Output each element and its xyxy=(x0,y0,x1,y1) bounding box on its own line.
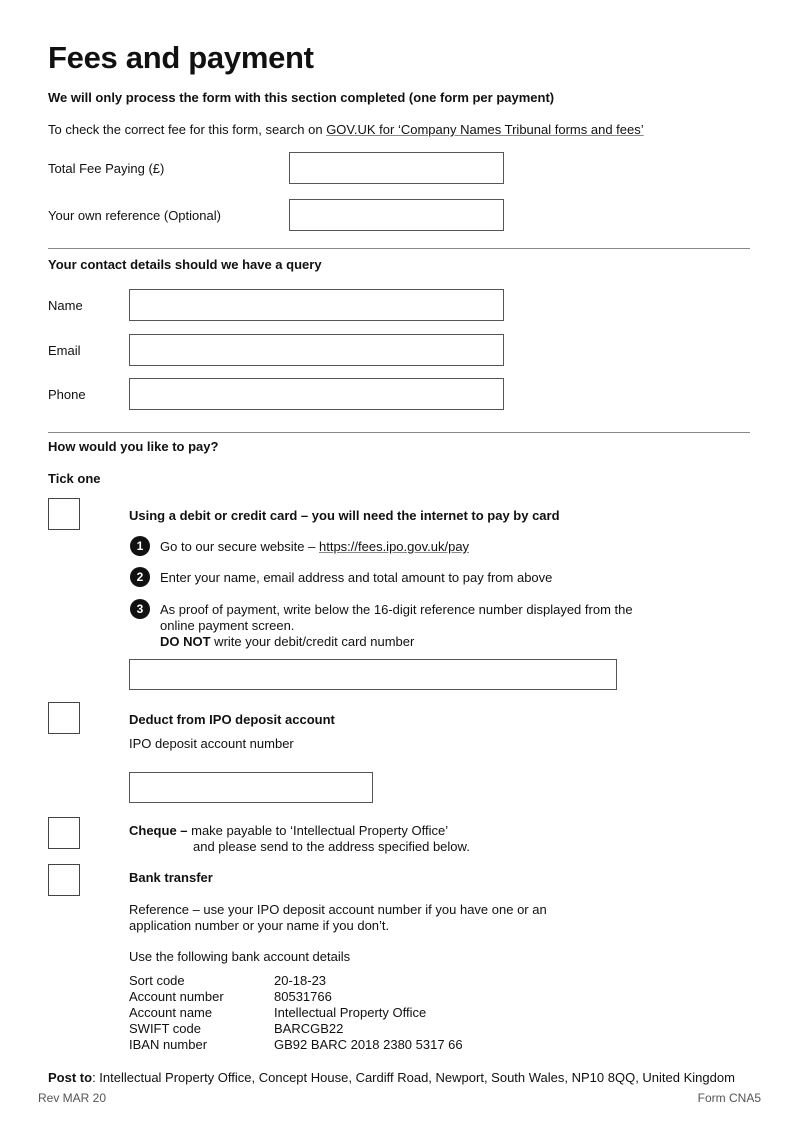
bank-transfer-title: Bank transfer xyxy=(129,870,213,885)
cheque-label: Cheque – xyxy=(129,823,188,838)
page-title: Fees and payment xyxy=(48,40,314,75)
post-to-line xyxy=(48,1070,735,1085)
reference-input[interactable] xyxy=(289,199,504,231)
account-name-value: Intellectual Property Office xyxy=(274,1005,427,1020)
step-2-badge: 2 xyxy=(130,567,150,587)
account-name-label: Account name xyxy=(129,1005,213,1020)
govuk-fees-link[interactable]: GOV.UK for ‘Company Names Tribunal forms and fees’ xyxy=(326,122,644,137)
reference-label: Your own reference (Optional) xyxy=(48,208,221,223)
total-fee-input[interactable] xyxy=(289,152,504,184)
bank-details-intro: Use the following bank account details xyxy=(129,949,351,964)
card-payment-title: Using a debit or credit card – you will need the internet to pay by card xyxy=(129,508,560,523)
email-input[interactable] xyxy=(129,334,504,366)
account-number-label: Account number xyxy=(129,989,224,1004)
phone-label: Phone xyxy=(48,387,86,402)
revision-label: Rev MAR 20 xyxy=(38,1091,107,1105)
card-reference-input[interactable] xyxy=(129,659,617,690)
payment-heading: How would you like to pay? xyxy=(48,439,219,454)
fees-website-link[interactable]: https://fees.ipo.gov.uk/pay xyxy=(318,539,470,554)
section-divider xyxy=(48,248,750,249)
sort-code-value: 20-18-23 xyxy=(274,973,327,988)
step-3-line-3 xyxy=(160,634,414,649)
bank-reference-line-2: application number or your name if you don’t. xyxy=(129,918,390,933)
contact-heading: Your contact details should we have a query xyxy=(48,257,322,272)
iban-value: GB92 BARC 2018 2380 5317 66 xyxy=(274,1037,463,1052)
step-3-line-1: As proof of payment, write below the 16-digit reference number displayed from the xyxy=(160,602,633,617)
iban-label: IBAN number xyxy=(129,1037,208,1052)
phone-input[interactable] xyxy=(129,378,504,410)
step-1-prefix: Go to our secure website – xyxy=(160,539,319,554)
name-label: Name xyxy=(48,298,83,313)
cheque-checkbox[interactable] xyxy=(48,817,80,849)
email-label: Email xyxy=(48,343,81,358)
tick-one-label: Tick one xyxy=(48,471,101,486)
do-not-text: DO NOT xyxy=(160,634,211,649)
post-to-address: : Intellectual Property Office, Concept House, Cardiff Road, Newport, South Wales, NP10 8QQ, United Kingdom xyxy=(92,1070,735,1085)
step-3-badge: 3 xyxy=(130,599,150,619)
step-3-warning: write your debit/credit card number xyxy=(210,634,415,649)
swift-code-label: SWIFT code xyxy=(129,1021,202,1036)
cheque-line-2: and please send to the address specified below. xyxy=(193,839,470,854)
form-id-label: Form CNA5 xyxy=(697,1091,761,1105)
total-fee-label: Total Fee Paying (£) xyxy=(48,161,165,176)
deposit-account-title: Deduct from IPO deposit account xyxy=(129,712,335,727)
check-fee-line xyxy=(48,122,644,137)
step-3-line-2: online payment screen. xyxy=(160,618,295,633)
step-1-badge: 1 xyxy=(130,536,150,556)
step-1-text xyxy=(160,539,469,554)
step-2-text: Enter your name, email address and total amount to pay from above xyxy=(160,570,553,585)
cheque-line-1 xyxy=(129,823,448,838)
cheque-payee: make payable to ‘Intellectual Property Office’ xyxy=(187,823,449,838)
deposit-account-checkbox[interactable] xyxy=(48,702,80,734)
bank-reference-line-1: Reference – use your IPO deposit account number if you have one or an xyxy=(129,902,547,917)
name-input[interactable] xyxy=(129,289,504,321)
bank-transfer-checkbox[interactable] xyxy=(48,864,80,896)
sort-code-label: Sort code xyxy=(129,973,185,988)
post-to-label: Post to xyxy=(48,1070,93,1085)
card-payment-checkbox[interactable] xyxy=(48,498,80,530)
intro-text: We will only process the form with this section completed (one form per payment) xyxy=(48,90,555,105)
deposit-account-input[interactable] xyxy=(129,772,373,803)
deposit-account-label: IPO deposit account number xyxy=(129,736,294,751)
swift-code-value: BARCGB22 xyxy=(274,1021,344,1036)
check-fee-prefix: To check the correct fee for this form, search on xyxy=(48,122,327,137)
section-divider xyxy=(48,432,750,433)
account-number-value: 80531766 xyxy=(274,989,332,1004)
